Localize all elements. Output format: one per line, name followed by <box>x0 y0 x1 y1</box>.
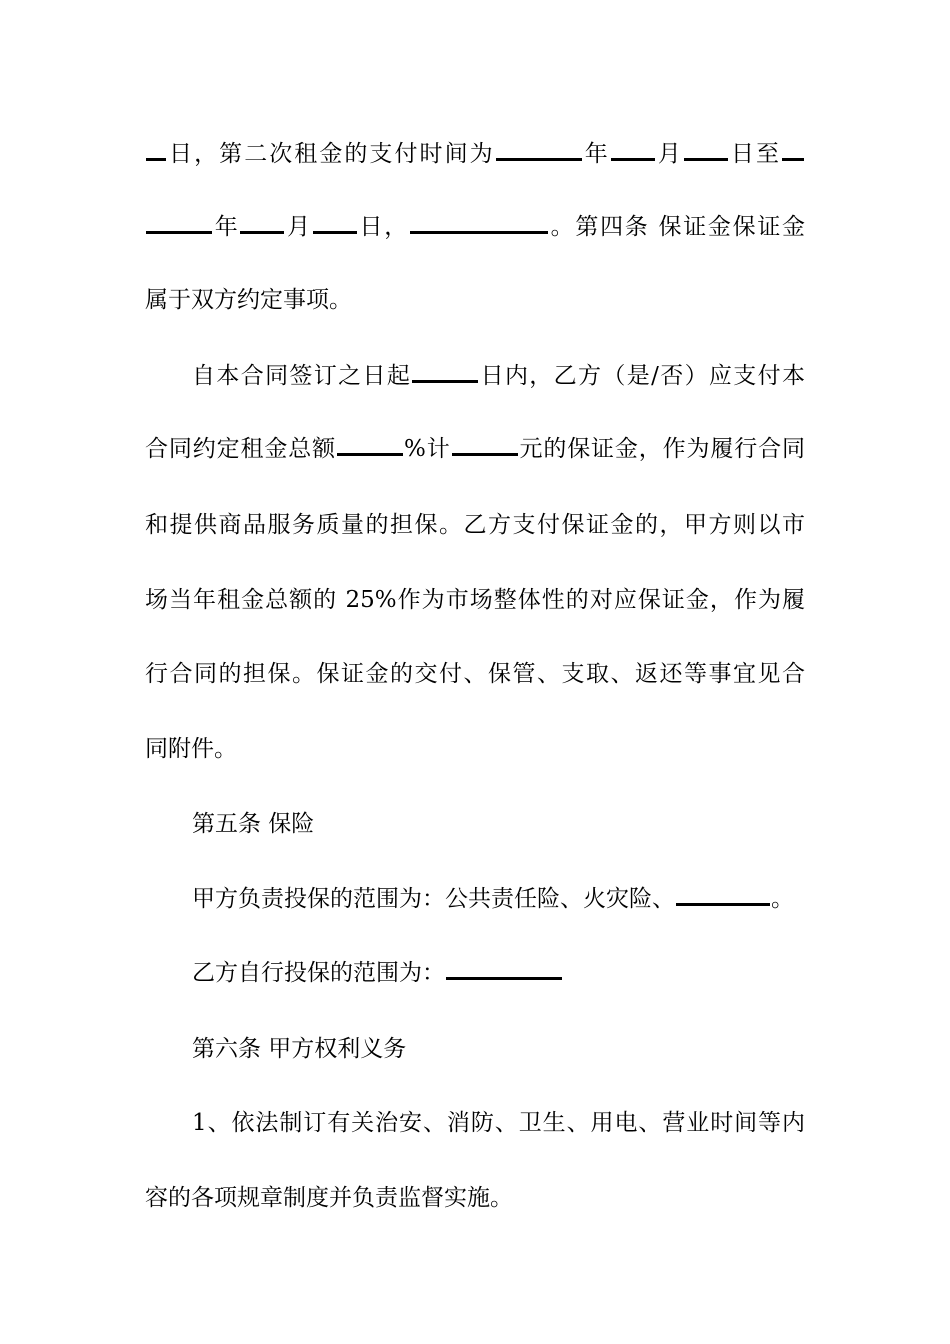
fill-blank <box>146 158 166 161</box>
fill-blank <box>146 231 212 234</box>
section-heading-rights: 第六条 甲方权利义务 <box>192 1036 407 1062</box>
text-line-11: 甲方负责投保的范围为：公共责任险、火灾险、 。 <box>192 886 794 912</box>
text-line-8: 行合同的担保。保证金的交付、保管、支取、返还等事宜见合 <box>145 661 805 687</box>
fill-blank <box>446 977 562 980</box>
fill-blank <box>410 231 548 234</box>
text-line-9: 同附件。 <box>145 736 237 762</box>
fill-blank <box>313 231 357 234</box>
text-line-14: 1、依法制订有关治安、消防、卫生、用电、营业时间等内 <box>192 1110 805 1136</box>
fill-blank <box>452 453 518 456</box>
text-line-1: 日，第二次租金的支付时间为 年 月 日至 <box>145 139 805 169</box>
text-line-6: 和提供商品服务质量的担保。乙方支付保证金的，甲方则以市 <box>145 512 805 538</box>
text-line-5: 合同约定租金总额 %计 元的保证金，作为履行合同 <box>145 436 806 462</box>
fill-blank <box>611 158 655 161</box>
fill-blank <box>496 158 582 161</box>
section-heading-insurance: 第五条 保险 <box>192 811 315 837</box>
text-line-4: 自本合同签订之日起 日内，乙方（是/否）应支付本 <box>192 363 806 389</box>
text-line-15: 容的各项规章制度并负责监督实施。 <box>145 1185 513 1211</box>
text-line-2: 年 月 日， 。第四条 保证金保证金 <box>145 212 805 242</box>
fill-blank <box>676 903 770 906</box>
text-line-7: 场当年租金总额的 25%作为市场整体性的对应保证金，作为履 <box>145 587 805 613</box>
text-line-12: 乙方自行投保的范围为： <box>192 958 805 988</box>
fill-blank <box>684 158 728 161</box>
fill-blank <box>337 453 403 456</box>
fill-blank <box>782 158 804 161</box>
fill-blank <box>412 380 478 383</box>
fill-blank <box>240 231 284 234</box>
text-line-3: 属于双方约定事项。 <box>145 287 352 313</box>
